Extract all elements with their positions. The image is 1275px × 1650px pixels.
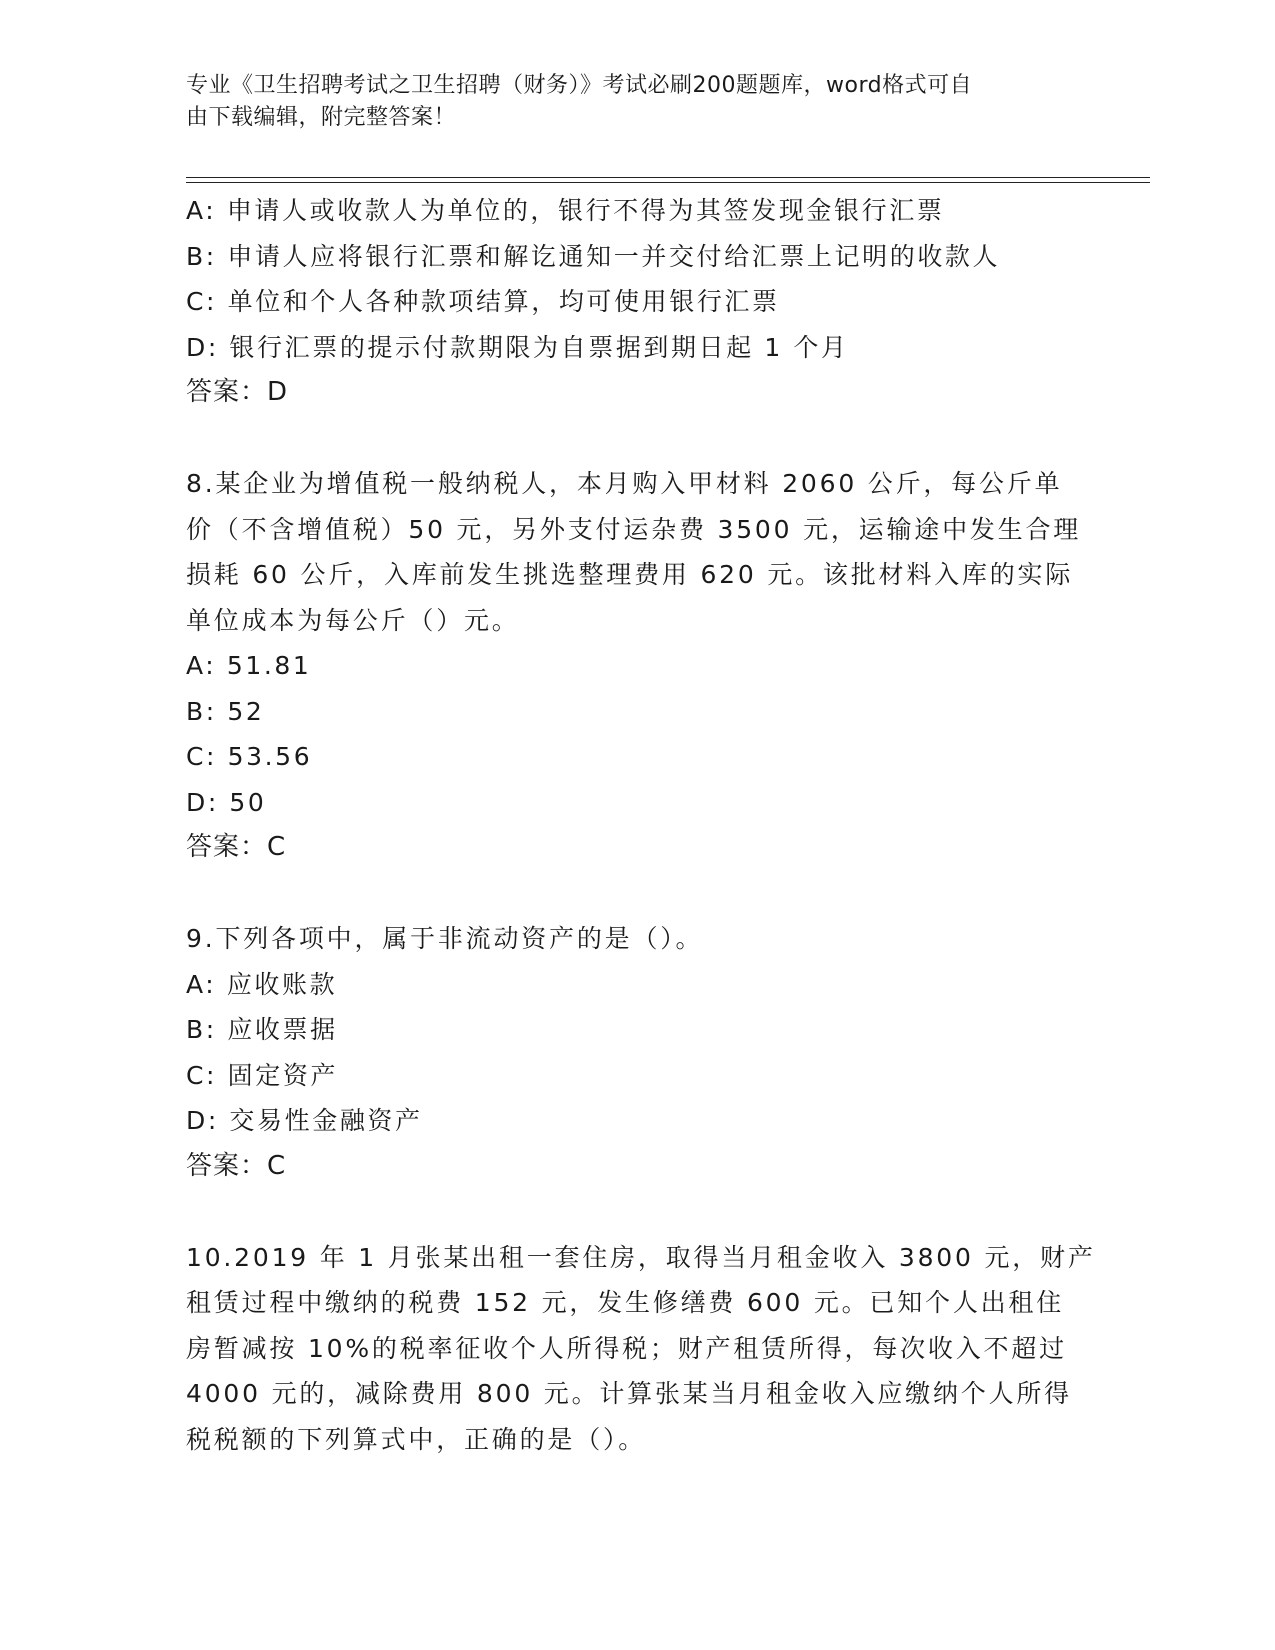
option-d: D: 交易性金融资产 bbox=[186, 1106, 423, 1135]
option-a: A: 51.81 bbox=[186, 651, 312, 680]
spacer bbox=[186, 1189, 1086, 1235]
question-8-answer: 答案：C bbox=[186, 832, 287, 862]
stem-line: 价（不含增值税）50 元，另外支付运杂费 3500 元，运输途中发生合理 bbox=[186, 514, 1082, 544]
stem-line: 9.下列各项中，属于非流动资产的是（）。 bbox=[186, 924, 704, 953]
option-c: C: 单位和个人各种款项结算，均可使用银行汇票 bbox=[186, 287, 780, 316]
question-8 bbox=[186, 461, 1086, 871]
question-8-stem bbox=[186, 461, 1086, 643]
question-9 bbox=[186, 916, 1086, 1189]
question-10 bbox=[186, 1235, 1096, 1463]
header-line-1: 专业《卫生招聘考试之卫生招聘（财务）》考试必刷200题题库，word格式可自 bbox=[186, 73, 973, 98]
question-9-answer: 答案：C bbox=[186, 1150, 287, 1181]
option-b: B: 申请人应将银行汇票和解讫通知一并交付给汇票上记明的收款人 bbox=[186, 241, 1001, 271]
header-divider-bottom bbox=[186, 182, 1150, 183]
stem-line: 损耗 60 公斤，入库前发生挑选整理费用 620 元。该批材料入库的实际 bbox=[186, 560, 1074, 589]
stem-line: 房暂减按 10%的税率征收个人所得税；财产租赁所得，每次收入不超过 bbox=[186, 1333, 1067, 1363]
document-header bbox=[186, 70, 1066, 134]
header-divider-top bbox=[186, 177, 1150, 178]
option-c: C: 53.56 bbox=[186, 742, 313, 771]
question-10-stem bbox=[186, 1235, 1096, 1463]
question-9-options bbox=[186, 962, 1086, 1144]
stem-line: 4000 元的，减除费用 800 元。计算张某当月租金收入应缴纳个人所得 bbox=[186, 1379, 1072, 1408]
question-7 bbox=[186, 188, 1086, 416]
stem-line: 税税额的下列算式中，正确的是（）。 bbox=[186, 1424, 647, 1454]
spacer bbox=[186, 416, 1086, 462]
option-c: C: 固定资产 bbox=[186, 1060, 339, 1090]
option-b: B: 应收票据 bbox=[186, 1015, 338, 1044]
option-a: A: 申请人或收款人为单位的，银行不得为其签发现金银行汇票 bbox=[186, 196, 945, 225]
stem-line: 单位成本为每公斤（）元。 bbox=[186, 605, 520, 635]
stem-line: 10.2019 年 1 月张某出租一套住房，取得当月租金收入 3800 元，财产 bbox=[186, 1242, 1096, 1272]
spacer bbox=[186, 871, 1086, 917]
question-9-stem bbox=[186, 916, 1086, 962]
stem-line: 租赁过程中缴纳的税费 152 元，发生修缮费 600 元。已知个人出租住 bbox=[186, 1288, 1065, 1317]
option-d: D: 50 bbox=[186, 787, 267, 817]
option-a: A: 应收账款 bbox=[186, 969, 338, 999]
question-8-options bbox=[186, 643, 1086, 825]
question-7-answer: 答案：D bbox=[186, 377, 289, 407]
question-7-options bbox=[186, 188, 1086, 370]
stem-line: 8.某企业为增值税一般纳税人，本月购入甲材料 2060 公斤，每公斤单 bbox=[186, 469, 1063, 498]
option-b: B: 52 bbox=[186, 696, 265, 726]
questions-body bbox=[186, 188, 1096, 1462]
header-line-2: 由下载编辑，附完整答案！ bbox=[186, 105, 457, 130]
option-d: D: 银行汇票的提示付款期限为自票据到期日起 1 个月 bbox=[186, 332, 849, 362]
